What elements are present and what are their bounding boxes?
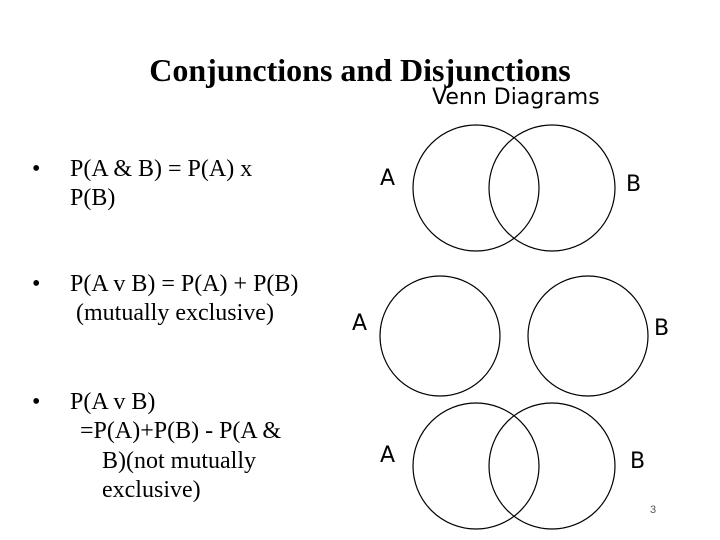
venn-3-label-a: A xyxy=(380,443,396,468)
bullet-marker: • xyxy=(32,389,41,415)
slide-subtitle: Venn Diagrams xyxy=(432,85,600,110)
bullet-line: P(A v B) = P(A) + P(B) xyxy=(70,271,299,297)
bullet-line: B)(not mutually xyxy=(102,447,256,474)
venn-3-circle-a xyxy=(413,403,539,529)
venn-2-label-a: A xyxy=(352,311,368,336)
venn-1-label-b: B xyxy=(626,172,642,197)
bullet-line: P(A & B) = P(A) x xyxy=(70,156,253,182)
bullet-line: (mutually exclusive) xyxy=(76,300,274,327)
venn-1-circle-a xyxy=(413,125,539,251)
venn-2-label-b: B xyxy=(654,316,670,341)
slide-title: Conjunctions and Disjunctions xyxy=(149,52,571,88)
bullet-marker: • xyxy=(32,271,41,297)
venn-3-label-b: B xyxy=(630,449,646,474)
venn-3-circle-b xyxy=(489,403,615,529)
venn-2-circle-a xyxy=(380,276,500,396)
page-number: 3 xyxy=(650,504,657,516)
venn-1-label-a: A xyxy=(380,166,396,191)
bullet-line: =P(A)+P(B) - P(A & xyxy=(80,418,282,445)
venn-2-circle-b xyxy=(528,276,648,396)
bullet-line: P(A v B) xyxy=(70,389,156,415)
venn-1-circle-b xyxy=(489,125,615,251)
bullet-line: P(B) xyxy=(70,185,116,212)
bullet-line: exclusive) xyxy=(102,476,201,503)
bullet-marker: • xyxy=(32,156,41,182)
